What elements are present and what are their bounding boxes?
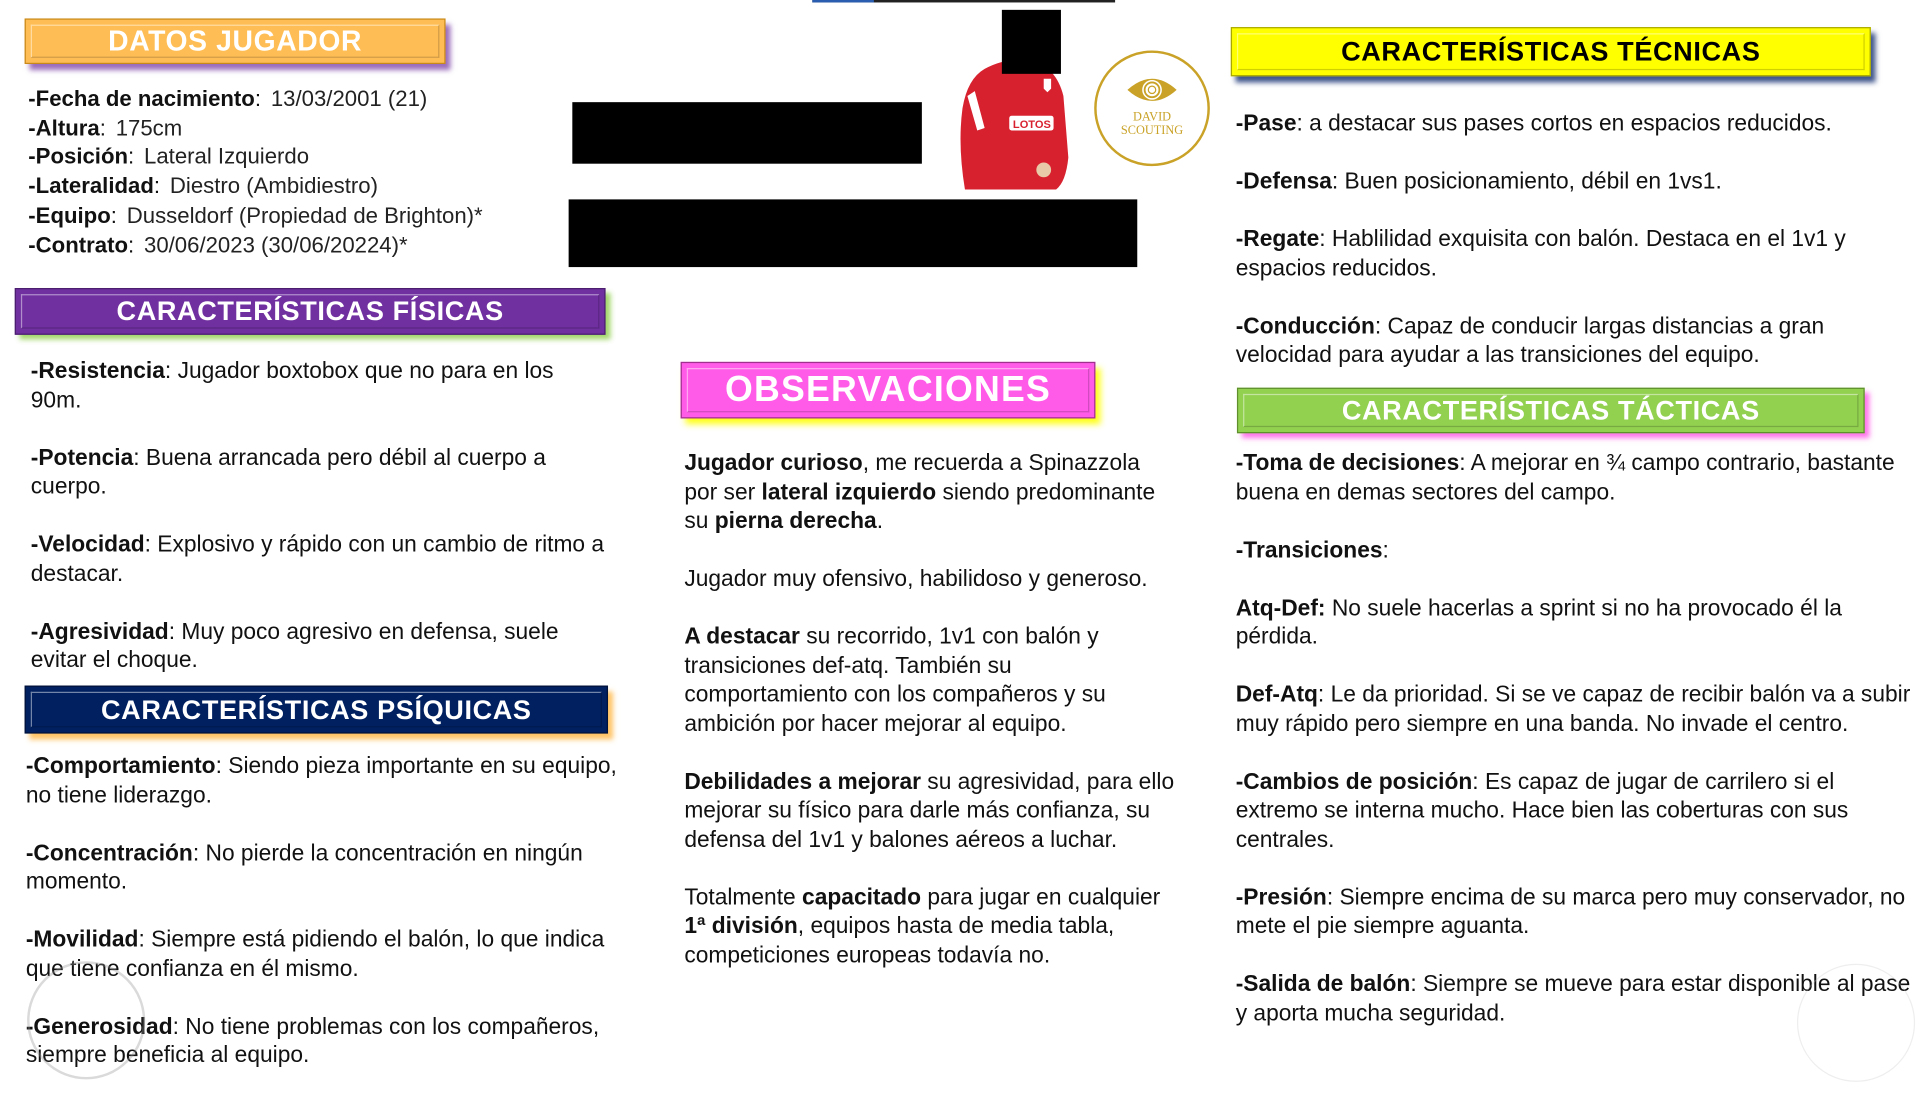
david-scouting-logo [1094,50,1210,166]
highlight-text: 1ª división [684,912,798,938]
highlight-text: capacitado [802,883,922,909]
psiquicas-header [25,686,608,734]
item-label: -Salida de balón [1235,969,1411,996]
item-label: -Pase [1235,109,1297,136]
tecnicas-title: CARACTERÍSTICAS TÉCNICAS [1341,35,1761,67]
list-item [1236,766,1920,853]
observacion-paragraph [684,564,1176,593]
list-item [31,442,609,500]
tacticas-header [1237,388,1865,434]
item-text: : Jugador boxtobox que no para en los 90m. [30,356,554,412]
observacion-paragraph [684,448,1176,535]
list-item [1236,224,1901,282]
item-text: : Explosivo y rápido con un cambio de ritmo a destacar. [30,530,605,586]
player-photo [958,10,1074,190]
item-label: -Transiciones [1235,536,1383,562]
datos-row: -Contrato: 30/06/2023 (30/06/20224)* [28,232,408,257]
datos-value: Diestro (Ambidiestro) [169,173,378,199]
datos-label: -Posición [28,144,129,170]
item-text: : Siempre encima de su marca pero muy conservador, no mete el pie siempre aguanta. [1235,883,1906,938]
item-text: : No tiene problemas con los compañeros, siempre beneficia al equipo. [25,1012,600,1068]
highlight-text: pierna derecha [714,507,877,533]
datos-label: -Lateralidad [28,173,154,199]
paragraph-text: su agresividad, para ello mejorar su físico para darle más confianza, su defensa del 1v1 y balones aéreos a luchar. [684,767,1175,852]
tecnicas-list [1236,108,1901,397]
observaciones-text [684,448,1176,998]
logo-line2: SCOUTING [1120,124,1184,138]
observaciones-title: OBSERVACIONES [724,369,1052,410]
watermark-logo [27,961,145,1079]
item-text: : Siempre está pidiendo el balón, lo que indica que tiene confianza en él mismo. [25,925,605,981]
tecnicas-header [1231,27,1871,76]
observacion-paragraph [684,622,1176,738]
item-label: -Generosidad [25,1012,173,1039]
list-item [1236,593,1920,651]
list-item [1236,679,1920,737]
watermark-logo [1797,964,1915,1082]
paragraph-text: siendo predominante su [684,478,1156,533]
item-text: : Hablilidad exquisita con balón. Destaca en el 1v1 y espacios reducidos. [1235,225,1846,281]
datos-row: -Fecha de nacimiento: 13/03/2001 (21) [28,86,428,111]
datos-row: -Posición: Lateral Izquierdo [28,144,310,170]
list-item [1236,882,1920,940]
item-label: -Resistencia [30,356,165,383]
item-text: : Le da prioridad. Si se ve capaz de recibir balón va a subir muy rápido pero siempre en una banda. No invade el centro. [1235,680,1911,736]
datos-label: -Equipo [28,202,111,228]
tacticas-list [1236,448,1920,1055]
list-item [1236,108,1901,137]
paragraph-text: Totalmente [684,883,803,909]
item-text: : A mejorar en ¾ campo contrario, bastante buena en demas sectores del campo. [1235,449,1895,505]
item-label: -Velocidad [30,530,145,557]
list-item [1236,535,1920,564]
item-label: -Comportamiento [25,752,216,778]
datos-label: -Altura [28,115,100,140]
datos-value: 30/06/2023 (30/06/20224)* [144,232,408,257]
datos-row: -Altura: 175cm [28,115,183,140]
item-text: : Siendo pieza importante en su equipo, no tiene liderazgo. [25,752,617,807]
item-label: -Conducción [1235,312,1375,338]
datos-row: -Lateralidad: Diestro (Ambidiestro) [28,173,378,199]
list-item [1236,166,1901,195]
datos-jugador-list [28,85,482,260]
item-label: -Potencia [30,443,134,470]
item-text: : [1382,536,1389,562]
item-label: Def-Atq [1235,680,1318,707]
tacticas-title: CARACTERÍSTICAS TÁCTICAS [1341,394,1760,426]
paragraph-text: , me recuerda a Spinazzola por ser [684,449,1140,505]
highlight-text: Debilidades a mejorar [684,767,921,794]
list-item [31,356,609,414]
observacion-paragraph [684,766,1176,853]
datos-value: 13/03/2001 (21) [270,86,428,111]
highlight-text: lateral izquierdo [761,478,937,505]
svg-text:LOTOS: LOTOS [1012,119,1051,132]
redacted-club-box [569,199,1138,267]
datos-row: -Equipo: Dusseldorf (Propiedad de Brighton)* [28,202,483,228]
item-label: -Agresividad [30,617,169,644]
item-label: -Regate [1235,225,1320,252]
paragraph-text: Jugador muy ofensivo, habilidoso y generoso. [684,564,1148,591]
list-item [31,529,609,587]
list-item [31,616,609,674]
item-text: : a destacar sus pases cortos en espacios reducidos. [1296,109,1832,136]
paragraph-text: , equipos hasta de media tabla, competiciones europeas todavía no. [684,912,1115,967]
fisicas-header [15,288,606,335]
item-text: : Buena arrancada pero débil al cuerpo a cuerpo. [30,443,546,499]
list-item [1236,448,1920,506]
datos-jugador-title: DATOS JUGADOR [108,24,363,57]
item-label: -Concentración [25,838,193,865]
item-text: : No pierde la concentración en ningún momento. [25,838,583,894]
observaciones-header [681,362,1096,419]
paragraph-text: para jugar en cualquier [921,883,1161,909]
top-rule [812,0,1115,2]
list-item [26,751,629,809]
redacted-name-box [572,102,922,164]
item-label: Atq-Def: [1235,593,1326,620]
datos-value: 175cm [115,115,183,140]
item-label: -Defensa [1235,167,1332,194]
datos-value: Dusseldorf (Propiedad de Brighton)* [126,202,483,228]
item-text: : Buen posicionamiento, débil en 1vs1. [1331,167,1722,194]
item-label: -Movilidad [25,925,139,952]
redacted-face-box [1002,10,1061,74]
datos-label: -Fecha de nacimiento [28,86,255,111]
item-text: No suele hacerlas a sprint si no ha provocado él la pérdida. [1235,593,1842,649]
observacion-paragraph [684,882,1176,969]
datos-jugador-header [25,18,446,64]
item-text: : Capaz de conducir largas distancias a gran velocidad para ayudar a las transiciones del equipo. [1235,312,1825,367]
item-label: -Presión [1235,883,1327,909]
psiquicas-title: CARACTERÍSTICAS PSÍQUICAS [101,693,532,725]
eye-icon [1125,75,1179,105]
fisicas-title: CARACTERÍSTICAS FÍSICAS [116,295,504,327]
logo-line1: DAVID [1132,110,1172,125]
paragraph-text: su recorrido, 1v1 con balón y transiciones def-atq. También su comportamiento con los compañeros y su ambición por hacer mejorar al equipo. [684,622,1106,736]
item-text: : Siempre se mueve para estar disponible al pase y aporta mucha seguridad. [1235,969,1911,1025]
item-text: : Muy poco agresivo en defensa, suele evitar el choque. [30,617,559,673]
fisicas-list [31,356,609,703]
item-label: -Cambios de posición [1235,767,1473,794]
highlight-text: A destacar [684,622,800,649]
item-text: : Es capaz de jugar de carrilero si el extremo se interna mucho. Hace bien las coberturas con sus centrales. [1235,767,1849,852]
paragraph-text: . [876,507,884,533]
datos-label: -Contrato [28,232,128,257]
list-item [26,838,629,896]
highlight-text: Jugador curioso [684,449,863,476]
datos-value: Lateral Izquierdo [144,144,310,170]
list-item [1236,311,1901,369]
item-label: -Toma de decisiones [1235,449,1460,476]
